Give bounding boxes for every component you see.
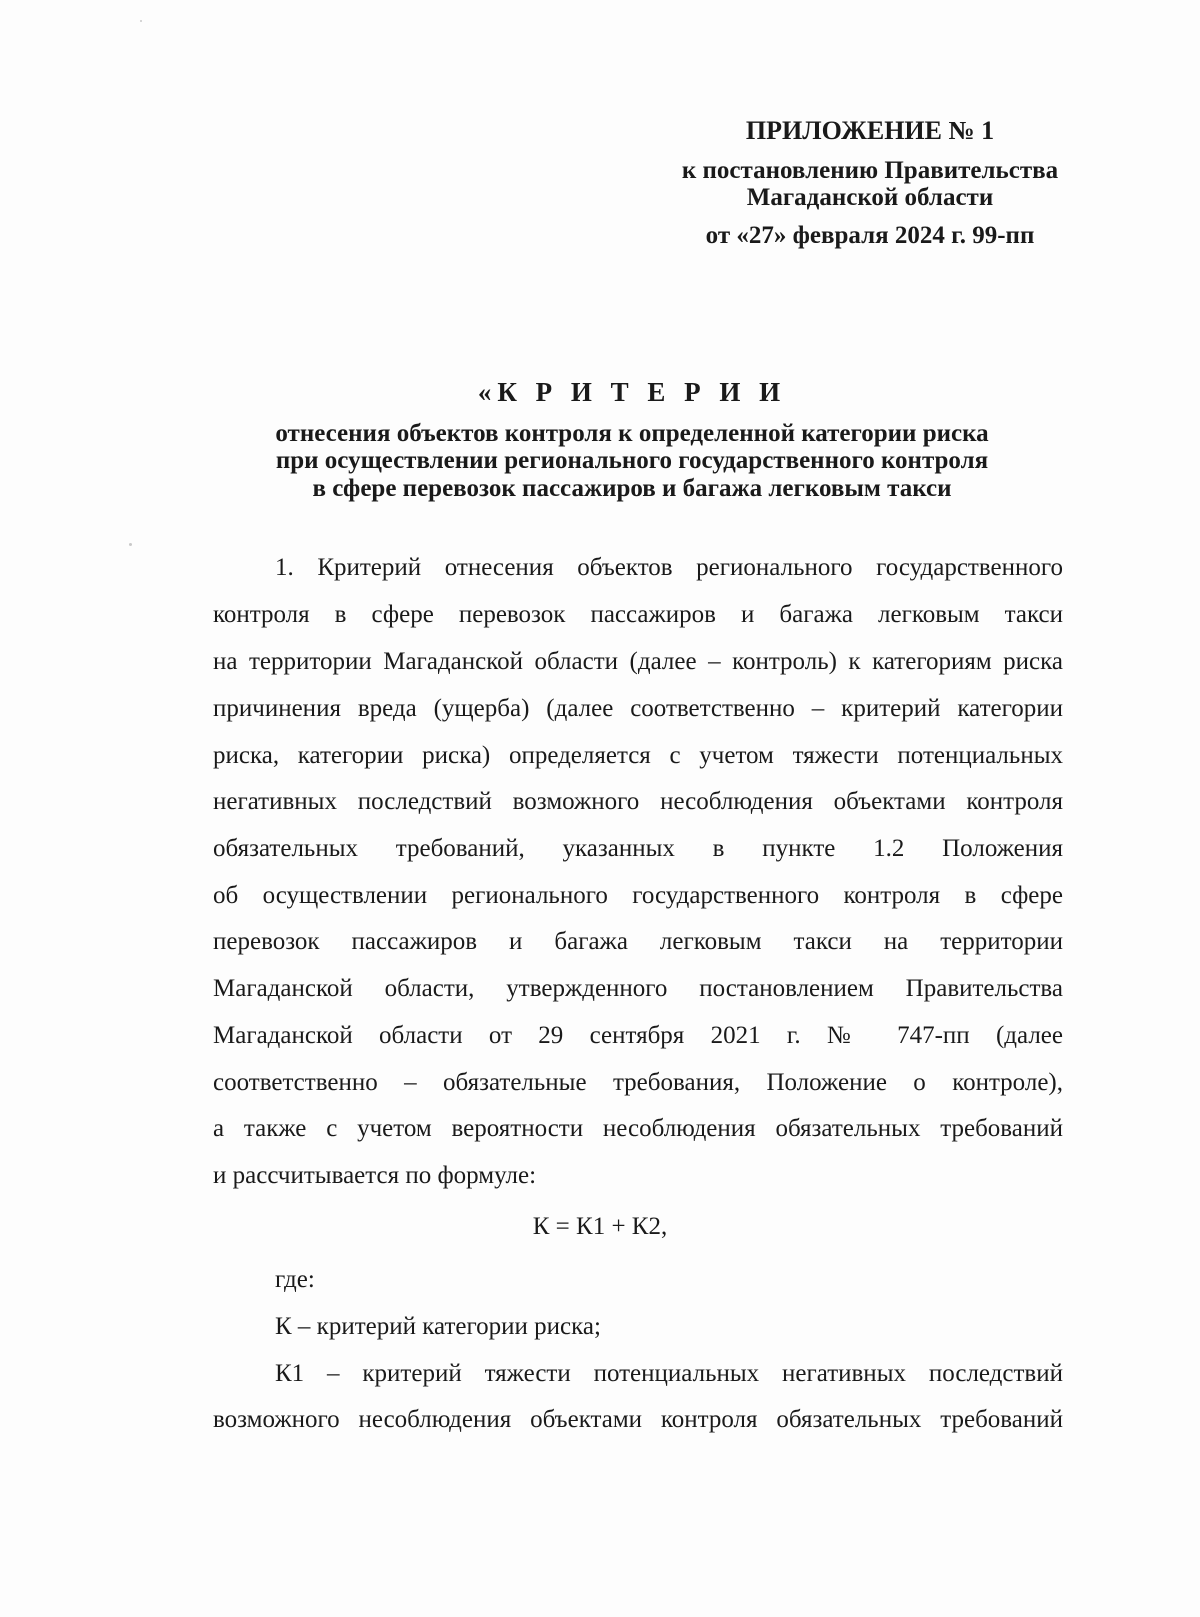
definition-k1-line: К1 – критерий тяжести потенциальных негативных последствий — [275, 1360, 1063, 1387]
paragraph-line: соответственно – обязательные требования, Положение о контроле), — [213, 1069, 1063, 1096]
paragraph-line: причинения вреда (ущерба) (далее соответственно – критерий категории — [213, 695, 1063, 722]
paragraph-line: об осуществлении регионального государственного контроля в сфере — [213, 882, 1063, 909]
criteria-heading: «К Р И Т Е Р И И — [477, 377, 787, 407]
appendix-date-line: от «27» февраля 2024 г. 99-пп — [705, 222, 1035, 249]
paragraph-line: и рассчитывается по формуле: — [213, 1162, 537, 1189]
paragraph-line: перевозок пассажиров и багажа легковым такси на территории — [213, 928, 1063, 955]
paragraph-line: Магаданской области, утвержденного постановлением Правительства — [213, 975, 1063, 1002]
paragraph-line: Магаданской области от 29 сентября 2021 г. № 747-пп (далее — [213, 1022, 1063, 1049]
paragraph-line: негативных последствий возможного несоблюдения объектами контроля — [213, 788, 1063, 815]
appendix-region-line: Магаданской области — [746, 184, 994, 211]
paragraph-line: 1. Критерий отнесения объектов регионального государственного — [275, 554, 1063, 581]
criteria-subtitle-line: при осуществлении регионального государственного контроля — [275, 447, 989, 474]
appendix-reference-line: к постановлению Правительства — [681, 157, 1059, 184]
paragraph-line: а также с учетом вероятности несоблюдения обязательных требований — [213, 1115, 1063, 1142]
criteria-subtitle-line: отнесения объектов контроля к определенной категории риска — [275, 420, 989, 447]
paragraph-line: риска, категории риска) определяется с учетом тяжести потенциальных — [213, 742, 1063, 769]
risk-formula: К = К1 + К2, — [532, 1213, 668, 1240]
paragraph-line: контроля в сфере перевозок пассажиров и багажа легковым такси — [213, 601, 1063, 628]
definition-k: К – критерий категории риска; — [275, 1313, 601, 1340]
definition-k1-line: возможного несоблюдения объектами контроля обязательных требований — [213, 1406, 1063, 1433]
where-label: где: — [275, 1266, 315, 1293]
scan-speck — [129, 543, 132, 546]
paragraph-line: обязательных требований, указанных в пункте 1.2 Положения — [213, 835, 1063, 862]
scan-speck — [140, 20, 142, 22]
criteria-subtitle-line: в сфере перевозок пассажиров и багажа легковым такси — [312, 475, 952, 502]
paragraph-line: на территории Магаданской области (далее – контроль) к категориям риска — [213, 648, 1063, 675]
appendix-title: ПРИЛОЖЕНИЕ № 1 — [745, 116, 995, 145]
